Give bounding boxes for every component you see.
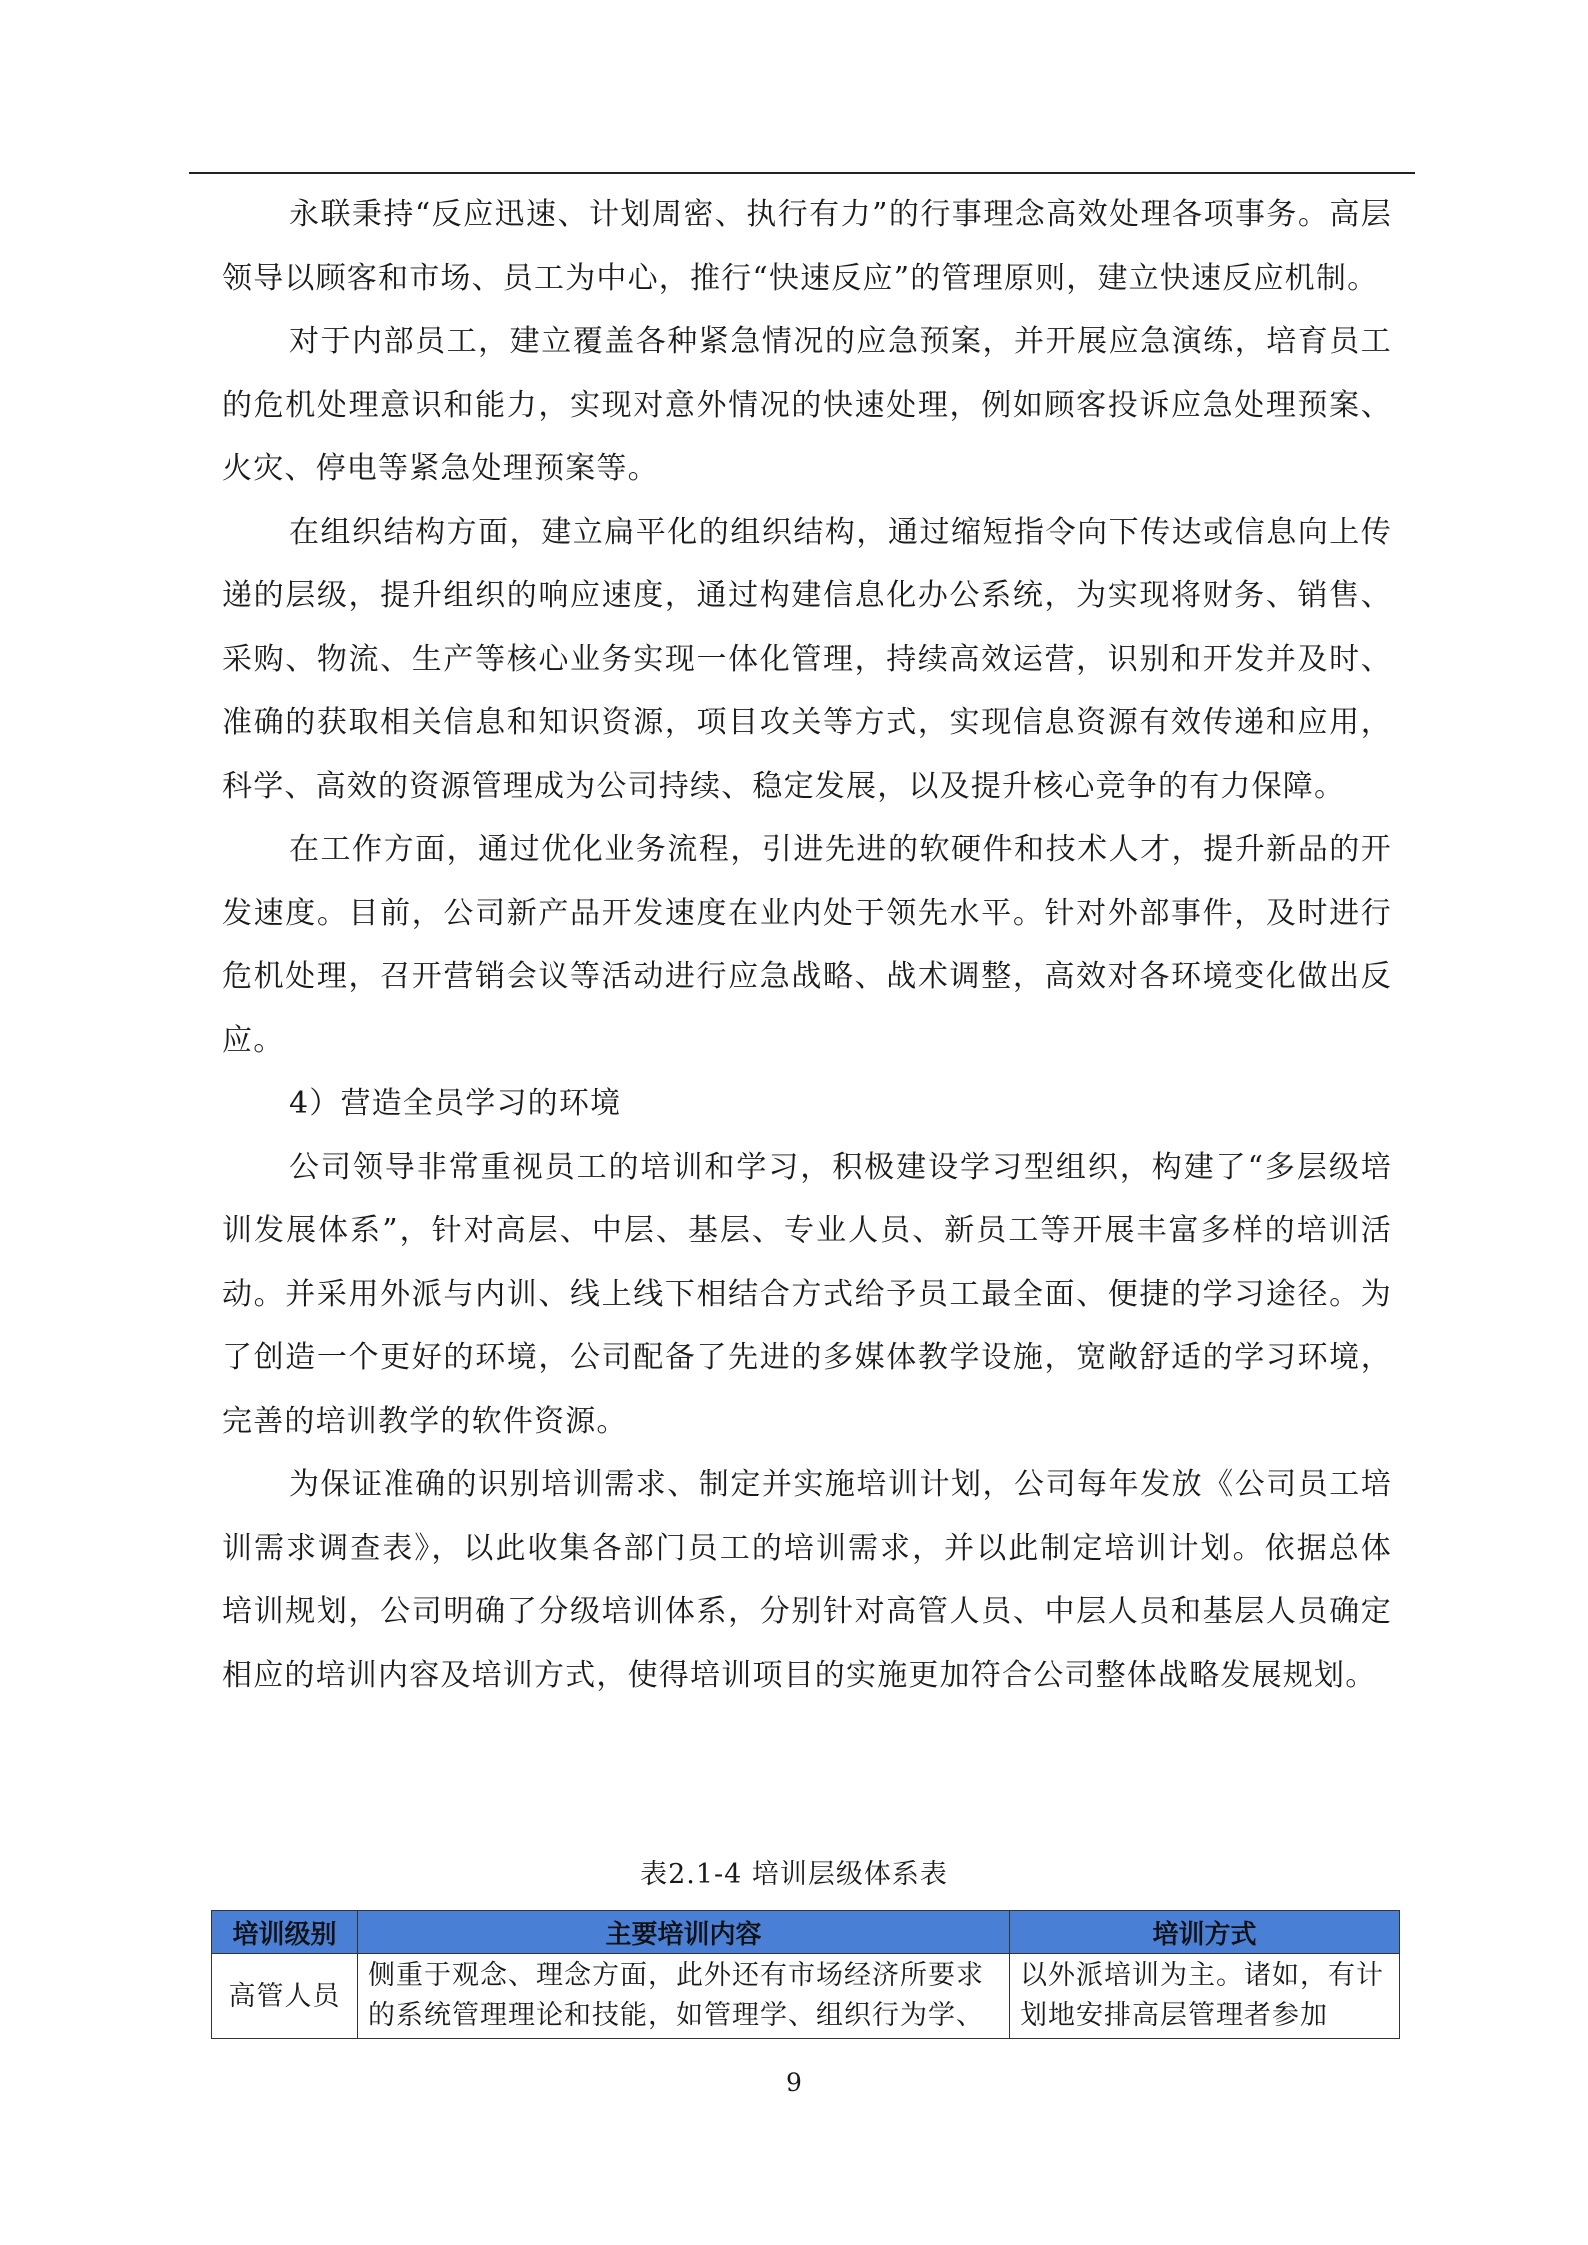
page-number: 9	[786, 2068, 802, 2097]
table-caption: 表2.1-4 培训层级体系表	[640, 1859, 948, 1890]
header-rule	[189, 172, 1415, 174]
header-main-content: 主要培训内容	[358, 1911, 1010, 1954]
paragraph-emergency-plans: 对于内部员工，建立覆盖各种紧急情况的应急预案，并开展应急演练，培育员工的危机处理意识和能力，实现对意外情况的快速处理，例如顾客投诉应急处理预案、火灾、停电等紧急处理预案等。	[222, 324, 1392, 486]
document-body	[222, 183, 1392, 1707]
paragraph-training-needs: 为保证准确的识别培训需求、制定并实施培训计划，公司每年发放《公司员工培训需求调查表》，以此收集各部门员工的培训需求，并以此制定培训计划。依据总体培训规划，公司明确了分级培训体系，分别针对高管人员、中层人员和基层人员确定相应的培训内容及培训方式，使得培训项目的实施更加符合公司整体战略发展规划。	[222, 1467, 1392, 1693]
header-training-level: 培训级别	[212, 1911, 358, 1954]
paragraph-rapid-response: 永联秉持“反应迅速、计划周密、执行有力”的行事理念高效处理各项事务。高层领导以顾客和市场、员工为中心，推行“快速反应”的管理原则，建立快速反应机制。	[222, 197, 1392, 296]
cell-content: 侧重于观念、理念方面，此外还有市场经济所要求的系统管理理论和技能，如管理学、组织行为学、	[358, 1954, 1010, 2039]
cell-level: 高管人员	[212, 1954, 358, 2039]
cell-method: 以外派培训为主。诸如，有计划地安排高层管理者参加	[1010, 1954, 1400, 2039]
training-tier-table	[211, 1910, 1400, 2039]
paragraph-learning-org: 公司领导非常重视员工的培训和学习，积极建设学习型组织，构建了“多层级培训发展体系”，针对高层、中层、基层、专业人员、新员工等开展丰富多样的培训活动。并采用外派与内训、线上线下相结合方式给予员工最全面、便捷的学习途径。为了创造一个更好的环境，公司配备了先进的多媒体教学设施，宽敞舒适的学习环境，完善的培训教学的软件资源。	[222, 1149, 1392, 1439]
table-header-row	[212, 1911, 1400, 1954]
paragraph-work-process: 在工作方面，通过优化业务流程，引进先进的软硬件和技术人才，提升新品的开发速度。目前，公司新产品开发速度在业内处于领先水平。针对外部事件，及时进行危机处理，召开营销会议等活动进行应急战略、战术调整，高效对各环境变化做出反应。	[222, 832, 1392, 1058]
header-training-method: 培训方式	[1010, 1911, 1400, 1954]
section-heading: 4）营造全员学习的环境	[289, 1086, 622, 1121]
paragraph-org-structure: 在组织结构方面，建立扁平化的组织结构，通过缩短指令向下传达或信息向上传递的层级，提升组织的响应速度，通过构建信息化办公系统，为实现将财务、销售、采购、物流、生产等核心业务实现一体化管理，持续高效运营，识别和开发并及时、准确的获取相关信息和知识资源，项目攻关等方式，实现信息资源有效传递和应用，科学、高效的资源管理成为公司持续、稳定发展，以及提升核心竞争的有力保障。	[222, 514, 1392, 804]
table-row	[212, 1954, 1400, 2039]
